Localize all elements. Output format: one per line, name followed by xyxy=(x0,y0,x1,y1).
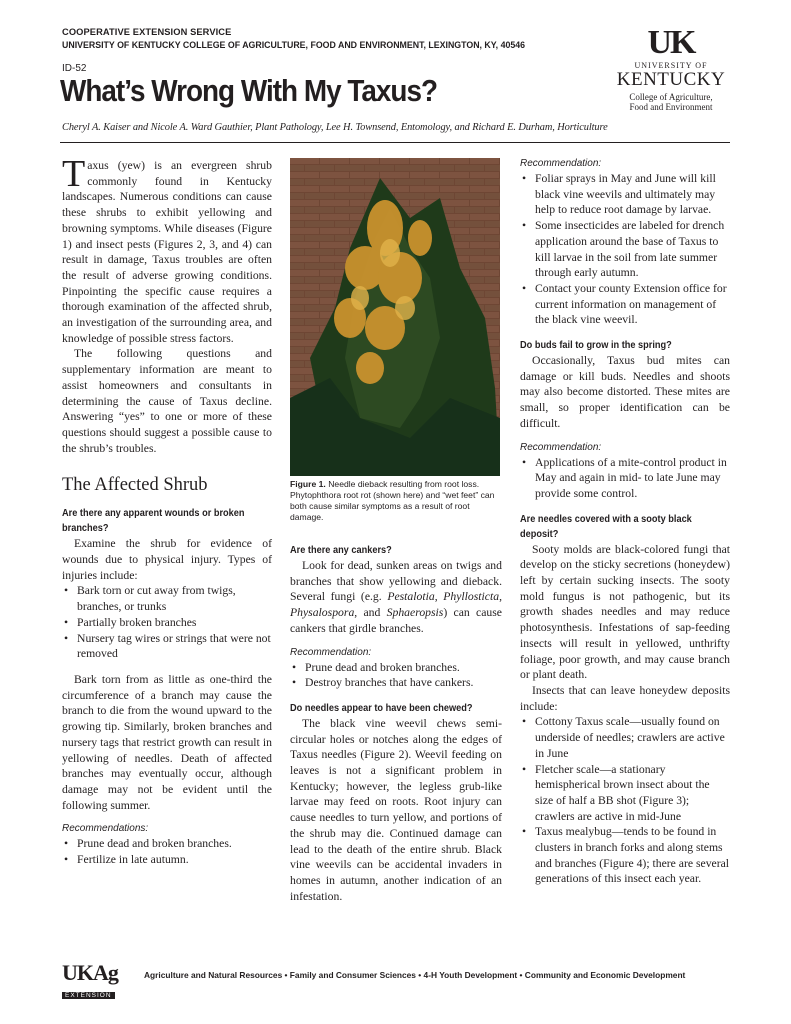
authors: Cheryl A. Kaiser and Nicole A. Ward Gauthier, Plant Pathology, Lee H. Townsend, Entomology, and Richard E. Durham, Horticulture xyxy=(62,122,608,133)
question-buds: Do buds fail to grow in the spring? xyxy=(520,340,672,352)
document-id: ID-52 xyxy=(62,63,87,74)
intro-paragraph xyxy=(62,153,272,346)
list-item: • Fertilize in late autumn. xyxy=(62,852,272,868)
footer xyxy=(62,962,732,998)
uk-logo-university-of: UNIVERSITY OF xyxy=(634,61,708,70)
extension-label: EXTENSION xyxy=(62,992,115,999)
paragraph-honeydew: Insects that can leave honeydew deposits include: xyxy=(520,683,730,713)
list-item: • Taxus mealybug—tends to be found in clusters in branch forks and along stems and branches (Figure 4); there are several generations of this insect each year. xyxy=(520,824,730,887)
question-chewed-needles: Do needles appear to have been chewed? xyxy=(290,702,473,714)
list-item: • Nursery tag wires or strings that were not removed xyxy=(62,631,272,662)
document-title: What’s Wrong With My Taxus? xyxy=(60,73,438,108)
intro-paragraph-2: The following questions and supplementary information are meant to assist homeowners and consultants in determining the cause of Taxus decline. Answering “yes” to one or more of these questions should suggest a possible cause to the shrub’s troubles. xyxy=(62,347,272,455)
list-item: • Applications of a mite-control product in May and again in mid- to late June may provide some control. xyxy=(520,455,730,502)
recommendation-label: Recommendation: xyxy=(520,158,602,169)
section-heading-affected-shrub: The Affected Shrub xyxy=(62,475,208,496)
list-item: • Partially broken branches xyxy=(62,615,272,631)
recommendation-list xyxy=(520,171,730,328)
paragraph-sooty-molds: Sooty molds are black-colored fungi that develop on the sticky secretions (honeydew) left by certain sucking insects. The sooty mold fungus is not pathogenic, but its growth shades needles and may reduce photosynthesis. Infestations of sap-feeding insects will result in yellowed, unthrifty foliage, poor growth, and may cause branch or plant death. xyxy=(520,542,730,682)
uk-logo-college-line2: Food and Environment xyxy=(629,102,713,112)
taxus-shrub-illustration xyxy=(290,158,500,476)
paragraph-bark: Bark torn from as little as one-third the circumference of a branch may cause the branch to die from the wound upward to the growing tip. Similarly, broken branches and nursery tags that restrict growth can result in yellowing of needles. Death of affected branches may eventually occur, although damage may not be evident until the following summer. xyxy=(62,672,272,812)
uk-logo-college xyxy=(610,92,732,112)
header-rule xyxy=(60,142,730,143)
uk-logo xyxy=(610,26,732,116)
list-item: • Some insecticides are labeled for drench application around the base of Taxus to kill larvae in the soil from late summer through early autumn. xyxy=(520,218,730,281)
list-item: • Fletcher scale—a stationary hemispherical brown insect about the size of half a BB shot (Figure 3); crawlers are active in mid-June xyxy=(520,762,730,825)
figure-1-photo xyxy=(290,158,500,476)
caption-label: Figure 1. xyxy=(290,479,326,489)
header-org: COOPERATIVE EXTENSION SERVICE xyxy=(62,27,232,37)
recommendation-list xyxy=(62,836,272,867)
list-item: • Prune dead and broken branches. xyxy=(62,836,272,852)
uk-logo-mark: UK xyxy=(647,24,695,61)
list-item: • Bark torn or cut away from twigs, branches, or trunks xyxy=(62,583,272,614)
recommendations-label: Recommendations: xyxy=(62,823,149,835)
insect-list xyxy=(520,714,730,887)
column-2 xyxy=(290,158,502,904)
intro-text: axus (yew) is an evergreen shrub commonly found in Kentucky landscapes. Numerous conditions can cause these shrubs to exhibit yellowing and browning symptoms. While diseases (Figure 1) and insect pests (Figures 2, 3, and 4) can result in damage, Taxus troubles are often the result of adverse growing conditions. Pinpointing the specific cause requires a thorough examination of the affected shrub, an investigation of the surrounding area, and knowledge of possible stress factors. xyxy=(62,159,272,345)
recommendation-label: Recommendation: xyxy=(290,646,372,658)
ukag-logo-text: UKAg xyxy=(62,960,118,985)
recommendation-label-2: Recommendation: xyxy=(520,441,602,453)
column-1 xyxy=(62,153,272,868)
drop-cap: T xyxy=(62,153,86,195)
paragraph-wounds: Examine the shrub for evidence of wounds due to physical injury. Types of injuries include: xyxy=(62,537,272,582)
question-cankers: Are there any cankers? xyxy=(290,545,392,556)
paragraph-bud-mites: Occasionally, Taxus bud mites can damage or kill buds. Needles and shoots may also become distorted. These mites are small, so proper identification can be difficult. xyxy=(520,354,730,430)
recommendation-list-2 xyxy=(520,455,730,502)
paragraph-weevil: The black vine weevil chews semi-circular holes or notches along the edges of Taxus needles (Figure 2). Weevil feeding on leaves is not a significant problem in Kentucky; however, the legless grub-like larvae may feed on roots. Root injury can cause needles to turn yellow, and portions of the shrub may die. Continued damage can lead to the death of the entire shrub. Black vine weevils can be accidental invaders in homes in autumn, another indication of an infestation. xyxy=(290,716,502,903)
caption-text: Needle dieback resulting from root loss. Phytophthora root rot (shown here) and “wet feet” can both cause similar symptoms as a result of root damage. xyxy=(290,479,495,522)
list-item: • Contact your county Extension office for current information on management of the black vine weevil. xyxy=(520,281,730,328)
paragraph-cankers: Look for dead, sunken areas on twigs and branches that show yellowing and dieback. Several fungi (e.g. Pestalotia, Phyllosticta, Physalospora, and Sphaeropsis) can cause cankers that girdle branches. xyxy=(290,559,503,635)
ukag-extension-logo xyxy=(62,962,132,998)
figure-1-caption xyxy=(290,479,502,523)
list-item: • Cottony Taxus scale—usually found on underside of needles; crawlers are active in June xyxy=(520,714,730,761)
footer-program-areas: Agriculture and Natural Resources • Family and Consumer Sciences • 4-H Youth Development • Community and Economic Development xyxy=(144,970,686,980)
question-wounds: Are there any apparent wounds or broken branches? xyxy=(62,508,245,535)
list-item: • Destroy branches that have cankers. xyxy=(290,675,502,691)
header-university: UNIVERSITY OF KENTUCKY COLLEGE OF AGRICULTURE, FOOD AND ENVIRONMENT, LEXINGTON, KY, 40546 xyxy=(62,40,526,50)
list-item: • Foliar sprays in May and June will kill black vine weevils and ultimately may help to reduce root damage by larvae. xyxy=(520,171,730,218)
column-3 xyxy=(520,156,730,887)
uk-logo-college-line1: College of Agriculture, xyxy=(629,92,713,102)
injury-list xyxy=(62,583,272,662)
uk-logo-kentucky: KENTUCKY xyxy=(616,69,726,90)
list-item: • Prune dead and broken branches. xyxy=(290,660,502,676)
recommendation-list xyxy=(290,660,502,691)
question-sooty-deposit: Are needles covered with a sooty black deposit? xyxy=(520,513,692,540)
